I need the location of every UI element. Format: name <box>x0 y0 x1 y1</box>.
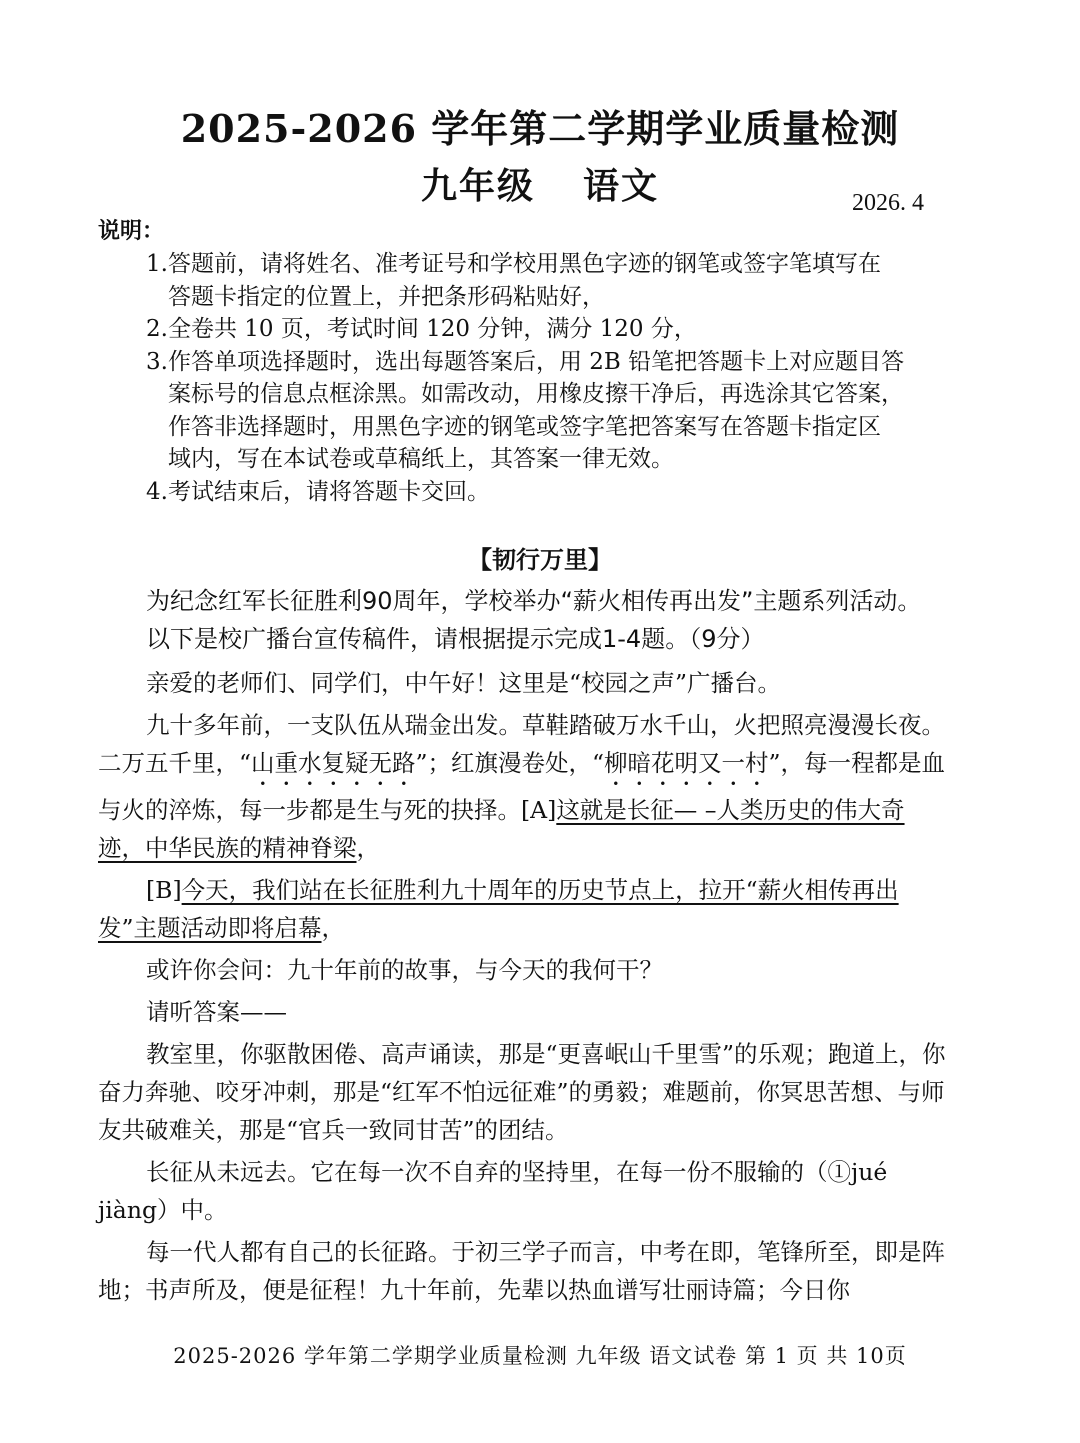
instruction-item: 1.答题前，请将姓名、准考证号和学校用黑色字迹的钢笔或签字笔填写在 答题卡指定的位置上，并把条形码粘贴好， <box>146 251 881 310</box>
passage-paragraph: 教室里，你驱散困倦、高声诵读，那是“更喜岷山千里雪”的乐观；跑道上，你奋力奔驰、咬牙冲刺，那是“红军不怕远征难”的勇毅；难题前，你冥思苦想、与师友共破难关，那是“官兵一致同甘苦”的团结。 <box>98 1040 946 1144</box>
section-title: 【韧行万里】 <box>468 546 612 574</box>
passage-paragraph: 请听答案—— <box>146 998 287 1026</box>
instructions-label: 说明： <box>98 218 165 244</box>
passage-body <box>98 664 946 1309</box>
emphasized-quote: 柳暗花明又一村 <box>604 749 769 777</box>
passage-paragraph: 九十多年前，一支队伍从瑞金出发。草鞋踏破万水千山，火把照亮漫漫长夜。二万五千里，“山重水复疑无路”；红旗漫卷处，“柳暗花明又一村”，每一程都是血与火的淬炼，每一步都是生与死的抉择。[A]这就是长征— –人类历史的伟大奇迹，中华民族的精神脊梁， <box>98 711 946 862</box>
section-intro: 为纪念红军长征胜利90周年，学校举办“薪火相传再出发”主题系列活动。 以下是校广播台宣传稿件，请根据提示完成1-4题。（9分） <box>146 587 922 653</box>
passage-paragraph: [B]今天，我们站在长征胜利九十周年的历史节点上，拉开“薪火相传再出发”主题活动即将启幕， <box>98 876 899 942</box>
exam-date: 2026. 4 <box>852 190 924 216</box>
marker-b: [B] <box>146 876 182 904</box>
passage-paragraph: 亲爱的老师们、同学们，中午好！这里是“校园之声”广播台。 <box>146 669 782 697</box>
grade-label: 九年级 <box>420 165 535 207</box>
underlined-sentence-a: 这就是长征— –人类历史的伟大奇迹，中华民族的精神脊梁 <box>98 796 905 862</box>
passage-paragraph: 长征从未远去。它在每一次不自弃的坚持里，在每一份不服输的（①jué jiàng）中。 <box>98 1158 888 1224</box>
instruction-item: 3.作答单项选择题时，选出每题答案后，用 2B 铅笔把答题卡上对应题目答 案标号的信息点框涂黑。如需改动，用橡皮擦干净后，再选涂其它答案， 作答非选择题时，用黑色字迹的钢笔或签字笔把答案写在答题卡指定区 域内，写在本试卷或草稿纸上，其答案一律无效。 <box>146 348 905 472</box>
page-footer: 2025-2026 学年第二学期学业质量检测 九年级 语文试卷 第 1 页 共 10页 <box>173 1344 907 1368</box>
subject-label: 语文 <box>583 165 660 207</box>
instructions-list <box>146 248 946 508</box>
instruction-item: 4.考试结束后，请将答题卡交回。 <box>146 478 490 505</box>
exam-title: 2025-2026 学年第二学期学业质量检测 <box>180 106 900 151</box>
underlined-sentence-b: 今天，我们站在长征胜利九十周年的历史节点上，拉开“薪火相传再出发”主题活动即将启幕 <box>98 876 899 942</box>
instruction-item: 2.全卷共 10 页，考试时间 120 分钟，满分 120 分， <box>146 316 697 342</box>
emphasized-quote: 山重水复疑无路 <box>251 749 416 777</box>
passage-paragraph: 或许你会问：九十年前的故事，与今天的我何干？ <box>146 956 663 984</box>
passage-paragraph: 每一代人都有自己的长征路。于初三学子而言，中考在即，笔锋所至，即是阵地；书声所及，便是征程！九十年前，先辈以热血谱写壮丽诗篇；今日你 <box>98 1238 945 1304</box>
